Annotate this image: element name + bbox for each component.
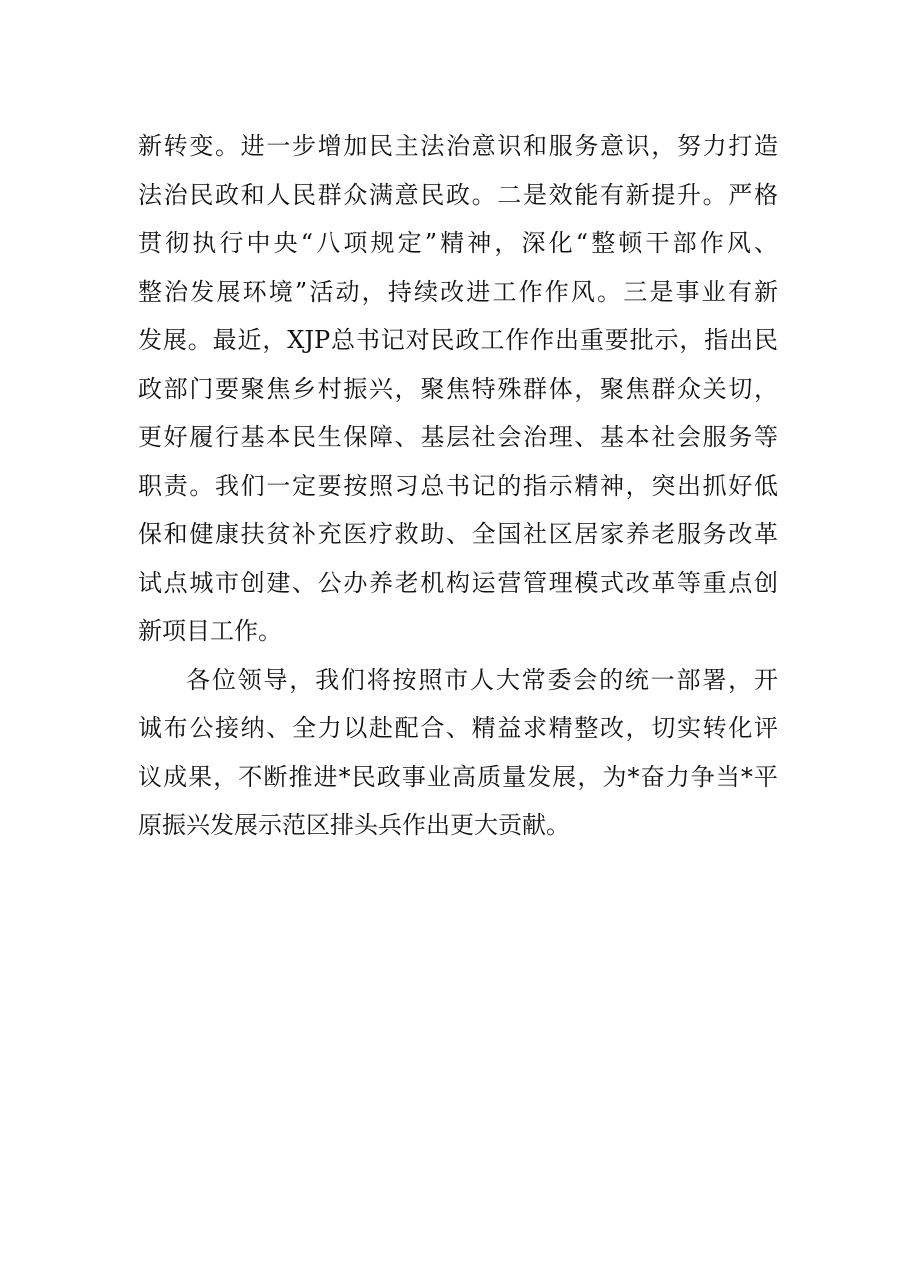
text-line: 政部门要聚焦乡村振兴，聚焦特殊群体，聚焦群众关切， bbox=[138, 374, 778, 403]
text-line: 各位领导，我们将按照市人大常委会的统一部署，开 bbox=[186, 665, 778, 694]
text-line: 贯彻执行中央“八项规定”精神，深化“整顿干部作风、 bbox=[138, 229, 778, 257]
text-line: 原振兴发展示范区排头兵作出更大贡献。 bbox=[138, 811, 570, 839]
text-line: 新项目工作。 bbox=[138, 617, 282, 645]
text-line: 议成果，不断推进*民政事业高质量发展，为*奋力争当*平 bbox=[138, 762, 778, 791]
text-line: 职责。我们一定要按照习总书记的指示精神，突出抓好低 bbox=[138, 471, 778, 500]
document-body bbox=[138, 122, 778, 850]
paragraph-2 bbox=[138, 656, 778, 850]
text-line: 整治发展环境”活动，持续改进工作作风。三是事业有新 bbox=[138, 277, 778, 306]
text-line: 法治民政和人民群众满意民政。二是效能有新提升。严格 bbox=[138, 180, 778, 209]
paragraph-1 bbox=[138, 122, 778, 656]
text-line: 试点城市创建、公办养老机构运营管理模式改革等重点创 bbox=[138, 568, 778, 597]
text-line: 发展。最近，XJP总书记对民政工作作出重要批示，指出民 bbox=[138, 326, 778, 354]
text-line: 保和健康扶贫补充医疗救助、全国社区居家养老服务改革 bbox=[138, 520, 778, 548]
text-line: 新转变。进一步增加民主法治意识和服务意识，努力打造 bbox=[138, 132, 778, 160]
text-line: 诚布公接纳、全力以赴配合、精益求精整改，切实转化评 bbox=[138, 714, 778, 742]
text-line: 更好履行基本民生保障、基层社会治理、基本社会服务等 bbox=[138, 423, 778, 451]
